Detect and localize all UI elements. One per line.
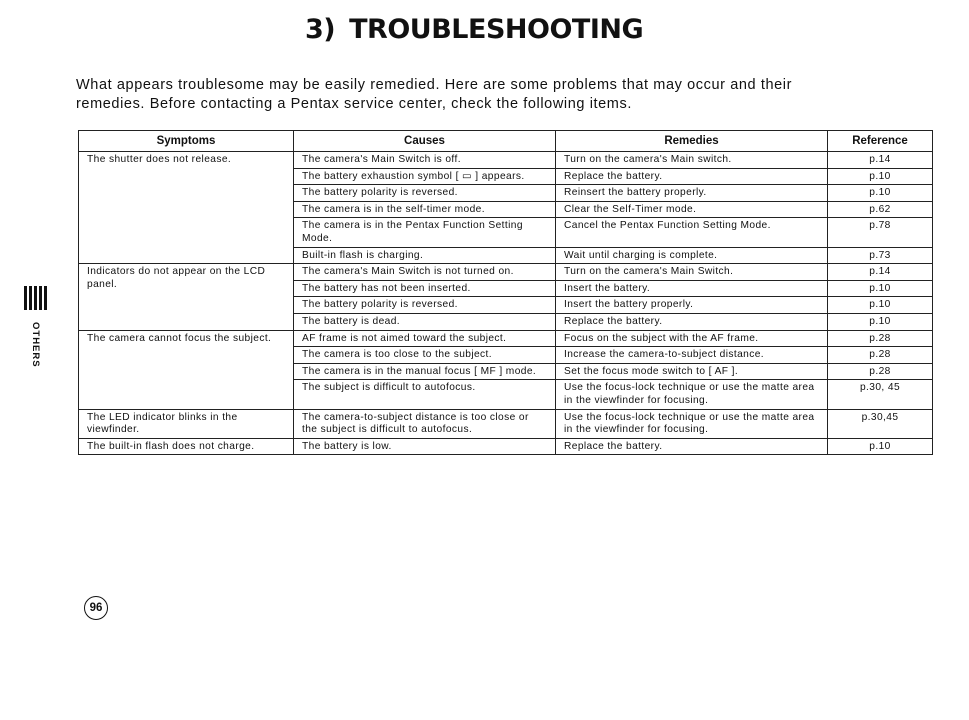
reference-cell: p.14	[828, 264, 933, 281]
page-title	[305, 14, 643, 45]
remedy-cell: Turn on the camera's Main switch.	[556, 152, 828, 169]
reference-cell: p.73	[828, 247, 933, 264]
cause-cell: The camera is in the self-timer mode.	[294, 201, 556, 218]
reference-cell: p.10	[828, 297, 933, 314]
remedy-cell: Replace the battery.	[556, 168, 828, 185]
troubleshooting-table	[78, 130, 933, 455]
reference-cell: p.62	[828, 201, 933, 218]
cause-cell: The battery is dead.	[294, 313, 556, 330]
cause-cell: The subject is difficult to autofocus.	[294, 380, 556, 409]
cause-cell: The battery is low.	[294, 438, 556, 455]
remedy-cell: Wait until charging is complete.	[556, 247, 828, 264]
tab-marker-icon	[24, 286, 48, 310]
reference-cell: p.10	[828, 438, 933, 455]
remedy-cell: Turn on the camera's Main Switch.	[556, 264, 828, 281]
remedy-cell: Use the focus-lock technique or use the matte area in the viewfinder for focusing.	[556, 409, 828, 438]
cause-cell: AF frame is not aimed toward the subject.	[294, 330, 556, 347]
symptom-cell: The shutter does not release.	[79, 152, 294, 264]
cause-cell: The battery exhaustion symbol [ ▭ ] appears.	[294, 168, 556, 185]
symptom-cell: The camera cannot focus the subject.	[79, 330, 294, 409]
table-row	[79, 438, 933, 455]
remedy-cell: Set the focus mode switch to [ AF ].	[556, 363, 828, 380]
reference-cell: p.10	[828, 168, 933, 185]
reference-cell: p.78	[828, 218, 933, 247]
remedy-cell: Use the focus-lock technique or use the matte area in the viewfinder for focusing.	[556, 380, 828, 409]
cause-cell: The camera is too close to the subject.	[294, 347, 556, 364]
table-row	[79, 264, 933, 281]
cause-cell: The camera's Main Switch is not turned on.	[294, 264, 556, 281]
table-row	[79, 330, 933, 347]
reference-cell: p.30,45	[828, 409, 933, 438]
remedy-cell: Focus on the subject with the AF frame.	[556, 330, 828, 347]
reference-cell: p.14	[828, 152, 933, 169]
cause-cell: The camera-to-subject distance is too close or the subject is difficult to autofocus.	[294, 409, 556, 438]
reference-cell: p.28	[828, 347, 933, 364]
remedy-cell: Insert the battery.	[556, 280, 828, 297]
reference-cell: p.10	[828, 185, 933, 202]
intro-line: remedies. Before contacting a Pentax service center, check the following items.	[76, 96, 632, 112]
cause-cell: The battery polarity is reversed.	[294, 185, 556, 202]
remedy-cell: Replace the battery.	[556, 313, 828, 330]
remedy-cell: Replace the battery.	[556, 438, 828, 455]
reference-cell: p.28	[828, 330, 933, 347]
section-title: TROUBLESHOOTING	[349, 14, 644, 45]
symptom-cell: The built-in flash does not charge.	[79, 438, 294, 455]
table-row	[79, 409, 933, 438]
remedy-cell: Cancel the Pentax Function Setting Mode.	[556, 218, 828, 247]
header-symptoms: Symptoms	[79, 131, 294, 152]
remedy-cell: Insert the battery properly.	[556, 297, 828, 314]
table-header-row	[79, 131, 933, 152]
cause-cell: The battery has not been inserted.	[294, 280, 556, 297]
remedy-cell: Reinsert the battery properly.	[556, 185, 828, 202]
remedy-cell: Clear the Self-Timer mode.	[556, 201, 828, 218]
reference-cell: p.28	[828, 363, 933, 380]
intro-line: What appears troublesome may be easily remedied. Here are some problems that may occur and their	[76, 77, 793, 93]
reference-cell: p.10	[828, 313, 933, 330]
section-number: 3)	[305, 14, 336, 45]
header-remedies: Remedies	[556, 131, 828, 152]
reference-cell: p.30, 45	[828, 380, 933, 409]
cause-cell: The camera's Main Switch is off.	[294, 152, 556, 169]
cause-cell: The camera is in the manual focus [ MF ] mode.	[294, 363, 556, 380]
page-number: 96	[84, 596, 108, 620]
reference-cell: p.10	[828, 280, 933, 297]
section-side-tab	[24, 286, 48, 368]
header-reference: Reference	[828, 131, 933, 152]
cause-cell: The battery polarity is reversed.	[294, 297, 556, 314]
symptom-cell: The LED indicator blinks in the viewfinder.	[79, 409, 294, 438]
side-tab-label: OTHERS	[30, 322, 41, 368]
symptom-cell: Indicators do not appear on the LCD panel.	[79, 264, 294, 330]
header-causes: Causes	[294, 131, 556, 152]
table-row	[79, 152, 933, 169]
cause-cell: The camera is in the Pentax Function Setting Mode.	[294, 218, 556, 247]
cause-cell: Built-in flash is charging.	[294, 247, 556, 264]
remedy-cell: Increase the camera-to-subject distance.	[556, 347, 828, 364]
intro-paragraph	[76, 76, 936, 114]
